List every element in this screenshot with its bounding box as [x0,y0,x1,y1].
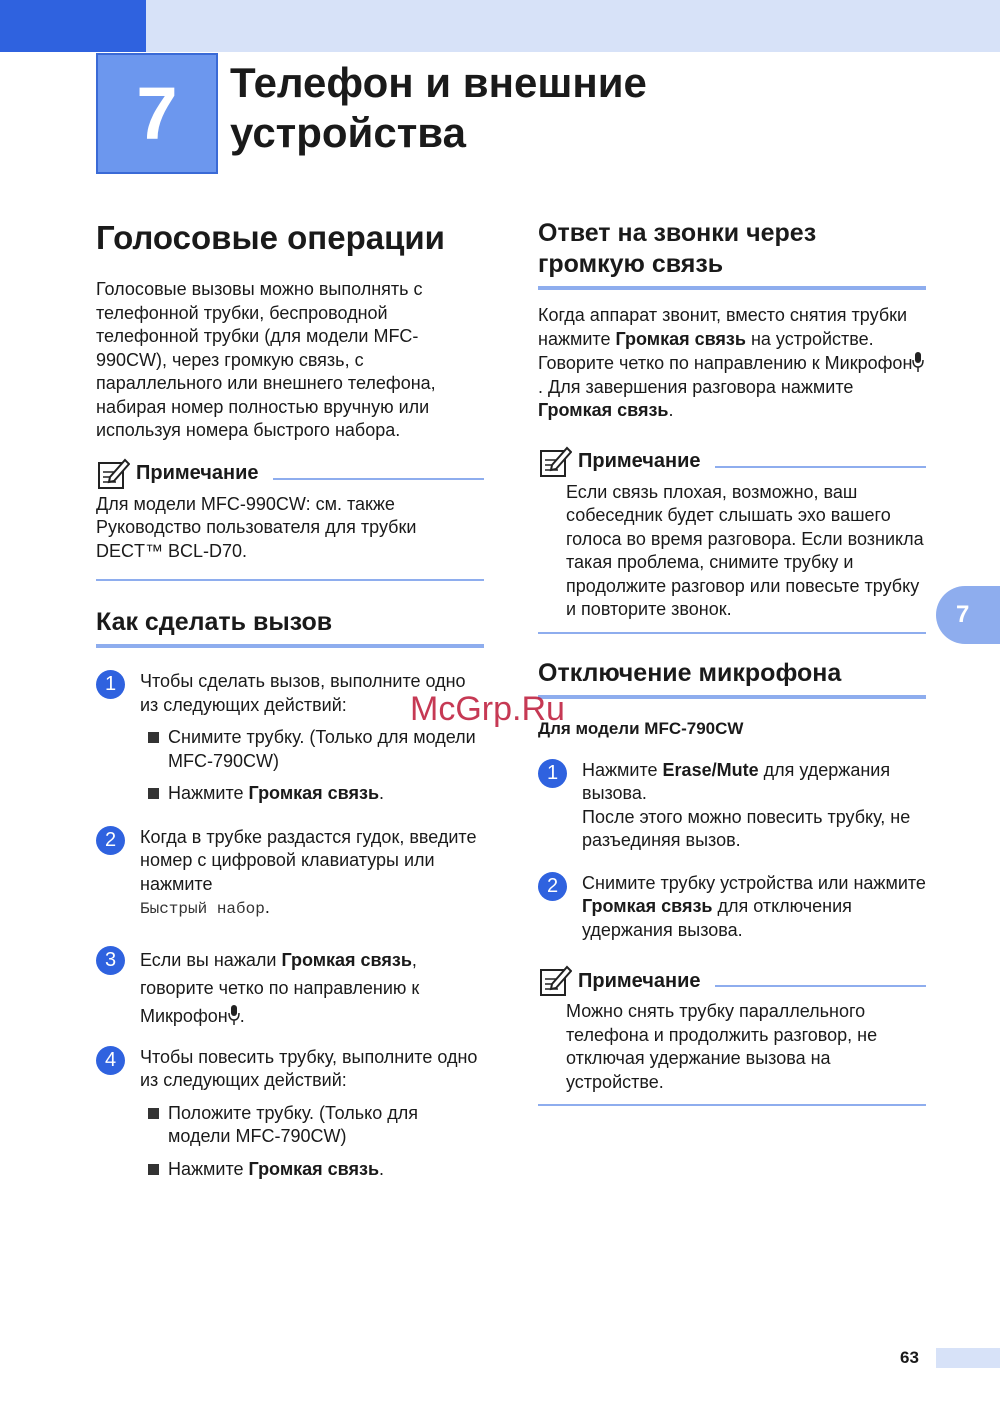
chapter-number-box [96,53,218,174]
note-block [96,457,484,582]
key-name: Громкая связь [248,783,380,803]
note-pencil-icon [538,964,572,998]
key-name: Erase/Mute [662,759,759,780]
step-text-continued: После этого можно повесить трубку, не разъединяя вызов. [582,806,911,850]
watermark: McGrp.Ru [410,690,565,728]
mute-model-heading: Для модели MFC-790CW [538,718,744,738]
note-rule [715,985,926,987]
bullet-item [140,726,484,773]
chapter-title-line1: Телефон и внешние [230,59,647,106]
step-number-badge: 3 [96,946,125,975]
step-number-badge: 1 [538,759,567,788]
note-end-rule [96,579,484,581]
bullet-text: Нажмите Громкая связь. [168,783,385,803]
note-label: Примечание [578,969,701,992]
mute-heading: Отключение микрофона [538,658,926,699]
step-4 [96,1046,484,1182]
note-text: Если связь плохая, возможно, ваш собеседник будет слышать эхо вашего голоса во время разговора. Если возникла такая проблема, снимите трубку и продолжите разговор или повесьте трубку и повторите звонок. [566,481,924,619]
bullet-item [140,782,484,806]
mute-step-1 [538,759,926,853]
top-band [0,0,1000,52]
page-number-strip [936,1348,1000,1368]
note-end-rule [538,1104,926,1106]
note-header [538,964,926,998]
chapter-number: 7 [136,72,178,155]
step-number-badge: 2 [96,826,125,855]
lcd-key-name: Быстрый набор [140,900,265,918]
step-text: Чтобы повесить трубку, выполните одно из следующих действий: [140,1046,478,1090]
step-text: Нажмите Erase/Mute для удержания вызова. [582,759,891,803]
bullet-text: Снимите трубку. (Только для модели MFC-790CW) [168,727,476,771]
step-text: Если вы нажали Громкая связь, говорите четко по направлению к Микрофон . [140,949,420,1026]
note-rule [273,478,484,480]
bullet-item [140,1102,484,1149]
step-text: Снимите трубку устройства или нажмите Громкая связь для отключения удержания вызова. [582,872,926,940]
note-end-rule [538,632,926,634]
note-pencil-icon [96,457,130,491]
note-label: Примечание [136,462,259,484]
bullet-square-icon [148,788,159,799]
key-name: Громкая связь [248,1158,380,1179]
step-text: Чтобы сделать вызов, выполните одно из следующих действий: [140,671,466,715]
note-block [538,445,926,634]
note-header [538,445,926,479]
microphone-icon [228,1004,240,1026]
chapter-side-tab [936,586,1000,644]
step-text: Когда в трубке раздастся гудок, введите номер с цифровой клавиатуры или нажмите Быстрый набор. [140,826,477,918]
note-header [96,457,484,491]
note-block [538,964,926,1106]
key-name: Громкая связь [538,400,669,420]
key-name: Громкая связь [615,328,746,349]
page-number: 63 [900,1348,919,1367]
voice-ops-intro: Голосовые вызовы можно выполнять с телефонной трубки, беспроводной телефонной трубки (для модели MFC-990CW), через громкую связь, с параллельного или внешнего телефона, набирая номер полностью вручную или используя номера быстрого набора. [96,279,436,440]
key-name: Громкая связь [582,896,713,916]
step-2 [96,826,484,922]
answer-paragraph: Когда аппарат звонит, вместо снятия трубки нажмите Громкая связь на устройстве. Говорите четко по направлению к Микрофон. Для завершения разговора нажмите Громкая связь. [538,304,926,423]
note-rule [715,466,926,468]
bullet-item [140,1158,484,1182]
answer-heading: Ответ на звонки через громкую связь [538,218,926,290]
chapter-title-line2: устройства [230,109,466,156]
step-number-badge: 4 [96,1046,125,1075]
step-3 [96,946,484,1030]
key-name: Громкая связь [281,949,412,970]
chapter-title [230,58,930,158]
top-corner-block [0,0,146,52]
side-tab-number: 7 [956,601,970,628]
make-call-heading: Как сделать вызов [96,607,484,648]
right-column [538,218,926,1106]
bullet-square-icon [148,1164,159,1175]
microphone-icon [912,351,924,373]
note-text: Для модели MFC-990CW: см. также Руководство пользователя для трубки DECT™ BCL-D70. [96,493,417,561]
note-text: Можно снять трубку параллельного телефона и продолжить разговор, не отключая удержание вызова на устройстве. [566,1001,878,1092]
bullet-text: Положите трубку. (Только для модели MFC-790CW) [168,1102,418,1146]
voice-ops-heading: Голосовые операции [96,219,445,256]
mute-step-2 [538,872,926,943]
note-pencil-icon [538,445,572,479]
step-number-badge: 2 [538,872,567,901]
bullet-square-icon [148,1108,159,1119]
step-number-badge: 1 [96,670,125,699]
bullet-square-icon [148,732,159,743]
bullet-text: Нажмите Громкая связь. [168,1158,385,1179]
note-label: Примечание [578,450,701,472]
